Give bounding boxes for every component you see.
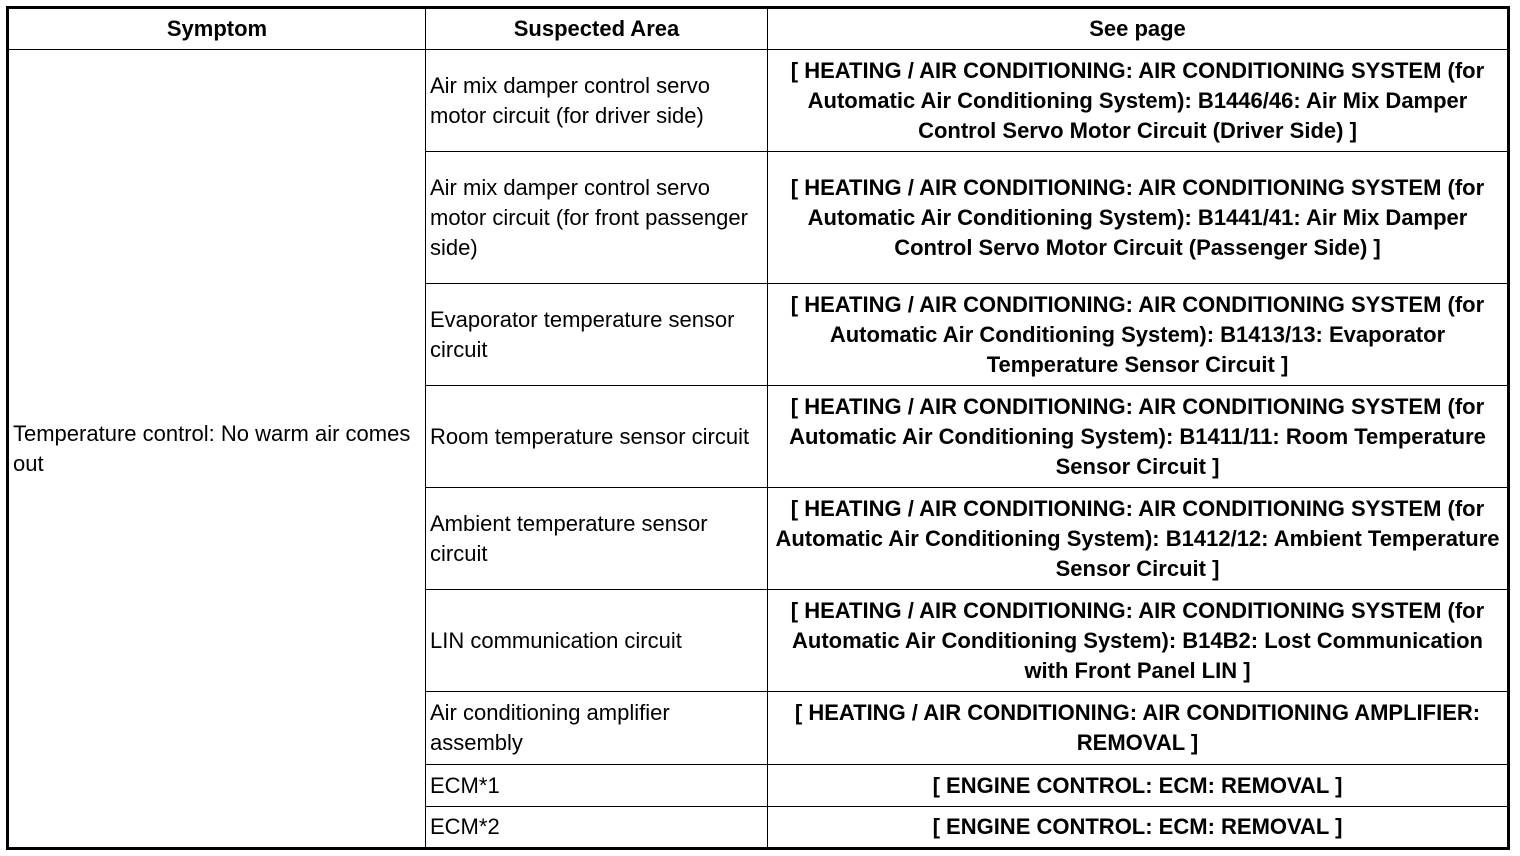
suspected-area-cell: ECM*1	[426, 765, 768, 807]
suspected-area-cell: ECM*2	[426, 807, 768, 849]
suspected-area-cell: LIN communication circuit	[426, 590, 768, 692]
header-symptom: Symptom	[8, 8, 426, 50]
see-page-link[interactable]: [ HEATING / AIR CONDITIONING: AIR CONDITIONING SYSTEM (for Automatic Air Conditioning System): B14B2: Lost Communication with Front Panel LIN ]	[768, 590, 1509, 692]
see-page-link[interactable]: [ ENGINE CONTROL: ECM: REMOVAL ]	[768, 807, 1509, 849]
see-page-link[interactable]: [ HEATING / AIR CONDITIONING: AIR CONDITIONING SYSTEM (for Automatic Air Conditioning System): B1441/41: Air Mix Damper Control Servo Motor Circuit (Passenger Side) ]	[768, 152, 1509, 284]
suspected-area-cell: Air mix damper control servo motor circuit (for front passenger side)	[426, 152, 768, 284]
see-page-link[interactable]: [ ENGINE CONTROL: ECM: REMOVAL ]	[768, 765, 1509, 807]
see-page-link[interactable]: [ HEATING / AIR CONDITIONING: AIR CONDITIONING SYSTEM (for Automatic Air Conditioning System): B1413/13: Evaporator Temperature Sensor Circuit ]	[768, 284, 1509, 386]
table-row	[8, 50, 1509, 152]
see-page-link[interactable]: [ HEATING / AIR CONDITIONING: AIR CONDITIONING SYSTEM (for Automatic Air Conditioning System): B1412/12: Ambient Temperature Sensor Circuit ]	[768, 488, 1509, 590]
suspected-area-cell: Evaporator temperature sensor circuit	[426, 284, 768, 386]
suspected-area-cell: Room temperature sensor circuit	[426, 386, 768, 488]
header-row	[8, 8, 1509, 50]
symptom-table	[6, 6, 1510, 850]
see-page-link[interactable]: [ HEATING / AIR CONDITIONING: AIR CONDITIONING SYSTEM (for Automatic Air Conditioning System): B1411/11: Room Temperature Sensor Circuit ]	[768, 386, 1509, 488]
see-page-link[interactable]: [ HEATING / AIR CONDITIONING: AIR CONDITIONING AMPLIFIER: REMOVAL ]	[768, 692, 1509, 765]
symptom-cell: Temperature control: No warm air comes out	[8, 50, 426, 849]
see-page-link[interactable]: [ HEATING / AIR CONDITIONING: AIR CONDITIONING SYSTEM (for Automatic Air Conditioning System): B1446/46: Air Mix Damper Control Servo Motor Circuit (Driver Side) ]	[768, 50, 1509, 152]
header-see-page: See page	[768, 8, 1509, 50]
header-suspected-area: Suspected Area	[426, 8, 768, 50]
suspected-area-cell: Air mix damper control servo motor circuit (for driver side)	[426, 50, 768, 152]
suspected-area-cell: Air conditioning amplifier assembly	[426, 692, 768, 765]
suspected-area-cell: Ambient temperature sensor circuit	[426, 488, 768, 590]
